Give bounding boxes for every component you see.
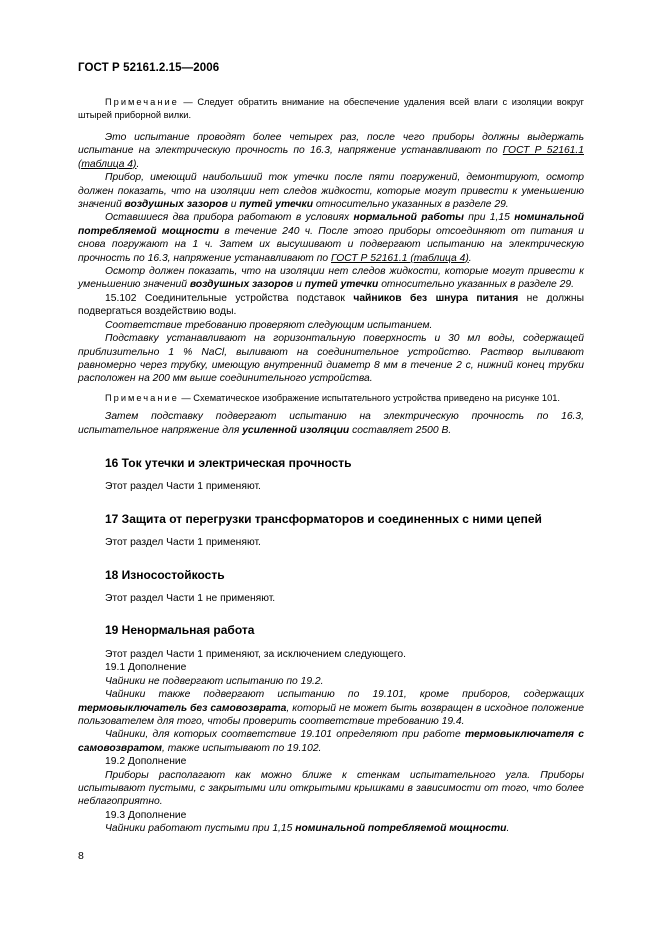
note-moisture: Примечание — Следует обратить внимание на обеспечение удаления всей влаги с изоляции вокруг штырей приборной вилки. — [78, 97, 584, 120]
section-17-title: 17 Защита от перегрузки трансформаторов и соединенных с ними цепей — [105, 511, 542, 526]
paragraph-leakage-device: Прибор, имеющий наибольший ток утечки после пяти погружений, демонтируют, осмотр должен показать, что на изоляции нет следов жидкости, которые могут привести к уменьшению значений воздушных зазоров и путей утечки относительно указанных в разделе 29. — [78, 172, 584, 211]
section-16-text: Этот раздел Части 1 применяют. — [105, 481, 261, 493]
paragraph-electric-strength: Затем подставку подвергают испытанию на электрическую прочность по 16.3, испытательное напряжение для усиленной изоляции составляет 2500 В. — [78, 411, 584, 436]
document-body — [78, 96, 584, 836]
document-header: ГОСТ Р 52161.2.15—2006 — [78, 62, 220, 74]
section-18-text: Этот раздел Части 1 не применяют. — [105, 593, 276, 605]
reference-link[interactable]: ГОСТ Р 52161.1 (таблица 4) — [331, 252, 469, 264]
paragraph-compliance: Соответствие требованию проверяют следующим испытанием. — [105, 319, 433, 331]
reference-link[interactable]: ГОСТ Р 52161.1 (таблица 4) — [78, 145, 584, 170]
paragraph-remaining-devices: Оставшиеся два прибора работают в условиях нормальной работы при 1,15 номинальной потребляемой мощности в течение 240 ч. После этого приборы отсоединяют от питания и снова погружают на 1 ч. Затем их высушивают и подвергают испытанию на электрическую прочность по 16.3, напряжение устанавливают по ГОСТ Р 52161.1 (таблица 4). — [78, 212, 584, 264]
subclause-19-1: 19.1 Дополнение — [105, 662, 187, 674]
note-figure: Примечание — Схематическое изображение испытательного устройства приведено на рисунке 101. — [105, 392, 560, 403]
paragraph-19-1-a: Чайники не подвергают испытанию по 19.2. — [105, 675, 324, 687]
section-17-text: Этот раздел Части 1 применяют. — [105, 537, 261, 549]
page-number: 8 — [78, 850, 84, 862]
paragraph-inspection: Осмотр должен показать, что на изоляции нет следов жидкости, которые могут привести к уменьшению значений воздушных зазоров и путей утечки относительно указанных в разделе 29. — [78, 266, 584, 291]
section-18-title: 18 Износостойкость — [105, 567, 225, 582]
subclause-19-2: 19.2 Дополнение — [105, 756, 187, 768]
paragraph-19-3: Чайники работают пустыми при 1,15 номинальной потребляемой мощности. — [105, 823, 510, 835]
subclause-19-3: 19.3 Дополнение — [105, 809, 187, 821]
section-16-title: 16 Ток утечки и электрическая прочность — [105, 456, 352, 471]
paragraph-19-2: Приборы располагают как можно ближе к стенкам испытательного угла. Приборы испытывают пустыми, с закрытыми или открытыми крышками в зависимости от того, что более неблагоприятно. — [78, 769, 584, 808]
clause-15-102: 15.102 Соединительные устройства подставок чайников без шнура питания не должны подвергаться воздействию воды. — [78, 292, 584, 318]
paragraph-19-1-b: Чайники также подвергают испытанию по 19.101, кроме приборов, содержащих термовыключатель без самовозврата, который не может быть возвращен в исходное положение пользователем для того, чтобы проверить соответствие требованию 19.4. — [78, 689, 585, 727]
section-19-text: Этот раздел Части 1 применяют, за исключением следующего. — [105, 648, 407, 660]
section-19-title: 19 Ненормальная работа — [105, 623, 255, 638]
paragraph-test-repeat: Это испытание проводят более четырех раз, после чего приборы должны выдержать испытание на электрическую прочность по 16.3, напряжение устанавливают по ГОСТ Р 52161.1 (таблица 4). — [78, 132, 584, 170]
paragraph-19-1-c: Чайники, для которых соответствие 19.101 определяют при работе термовыключателя с самовозвратом, также испытывают по 19.102. — [78, 729, 585, 754]
paragraph-stand-test: Подставку устанавливают на горизонтальную поверхность и 30 мл воды, содержащей приблизительно 1 % NaCl, выливают на соединительное устройство. Раствор выливают равномерно через трубку, имеющую внутренний диаметр 8 мм в течение 2 с, нижний конец трубки расположен на 200 мм выше соединительного устройства. — [78, 333, 584, 385]
